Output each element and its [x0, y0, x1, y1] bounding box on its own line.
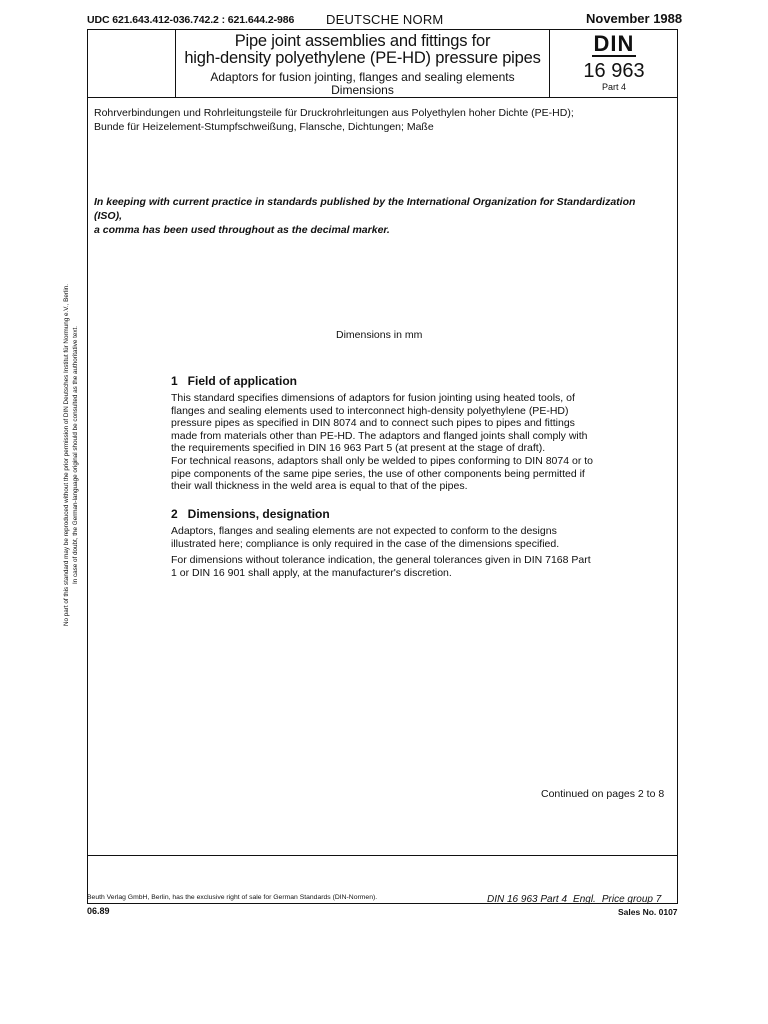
copyright-line-1: No part of this standard may be reproduced without the prior permission of DIN Deutsches Institut für Normung e.V., Berlin.: [63, 283, 70, 627]
language-code: Engl.: [573, 894, 596, 905]
norm-label: DEUTSCHE NORM: [326, 12, 444, 27]
title-subtitle: Adaptors for fusion jointing, flanges and sealing elements: [210, 70, 515, 84]
footer-divider: [87, 855, 678, 856]
din-identifier: [550, 33, 678, 92]
title-line-2: high-density polyethylene (PE-HD) pressure pipes: [184, 49, 541, 67]
title-divider: [87, 97, 678, 98]
german-title-line-1: Rohrverbindungen und Rohrleitungsteile für Druckrohrleitungen aus Polyethylen hoher Dichte (PE-HD);: [94, 107, 574, 119]
document-title: [176, 33, 549, 97]
section-2-paragraph-2: For dimensions without tolerance indication, the general tolerances given in DIN 7168 Part 1 or DIN 16 901 shall apply, at the manufacturer's discretion.: [171, 554, 591, 579]
copyright-notice: [62, 255, 80, 655]
publication-date: November 1988: [586, 11, 683, 26]
section-2-paragraph-1: Adaptors, flanges and sealing elements are not expected to conform to the designs illustrated here; compliance is only required in the case of the dimensions specified.: [171, 525, 560, 550]
udc-code: UDC 621.643.412-036.742.2 : 621.644.2-986: [87, 14, 295, 26]
title-line-1: Pipe joint assemblies and fittings for: [234, 32, 491, 50]
section-1-paragraph-2: For technical reasons, adaptors shall only be welded to pipes conforming to DIN 8074 or to pipe components of the same pipe series, the use of other components being permitted if their wall thickness in the weld area is equal to that of the pipes.: [171, 455, 593, 493]
publisher-note: Beuth Verlag GmbH, Berlin, has the exclusive right of sale for German Standards (DIN-Normen).: [87, 894, 378, 901]
document-reference: [487, 894, 661, 905]
reference-number: DIN 16 963 Part 4: [487, 894, 568, 905]
continued-note: Continued on pages 2 to 8: [541, 788, 665, 800]
copyright-line-2: In case of doubt, the German-language original should be consulted as the authoritative text.: [72, 326, 79, 584]
german-title: [94, 106, 664, 134]
iso-note-line-2: a comma has been used throughout as the decimal marker.: [94, 224, 390, 236]
dimensions-note: Dimensions in mm: [336, 329, 423, 341]
din-part: Part 4: [601, 82, 626, 92]
din-number: 16 963: [583, 60, 645, 82]
section-1-heading: 1 Field of application: [171, 374, 298, 388]
sales-number: Sales No. 0107: [618, 907, 678, 917]
price-group: Price group 7: [601, 894, 662, 905]
iso-note-line-1: In keeping with current practice in standards published by the International Organization for Standardization (ISO),: [94, 196, 636, 222]
title-main: [176, 33, 549, 67]
title-dimensions: Dimensions: [331, 83, 394, 97]
issue-date: 06.89: [87, 906, 110, 916]
section-2-heading: 2 Dimensions, designation: [171, 507, 330, 521]
iso-note: [94, 195, 666, 237]
german-title-line-2: Bunde für Heizelement-Stumpfschweißung, Flansche, Dichtungen; Maße: [94, 121, 434, 133]
section-1-paragraph-1: This standard specifies dimensions of adaptors for fusion jointing using heated tools, of flanges and sealing elements used to interconnect high-density polyethylene (PE-HD) pressure pipes as specified in DIN 8074 and to connect such pipes to pipes and fittings made from materials other than PE-HD. The adaptors and flanged joints shall comply with the requirements specified in DIN 16 963 Part 5 (at present at the stage of draft).: [171, 392, 588, 455]
din-logo: DIN: [593, 31, 635, 56]
